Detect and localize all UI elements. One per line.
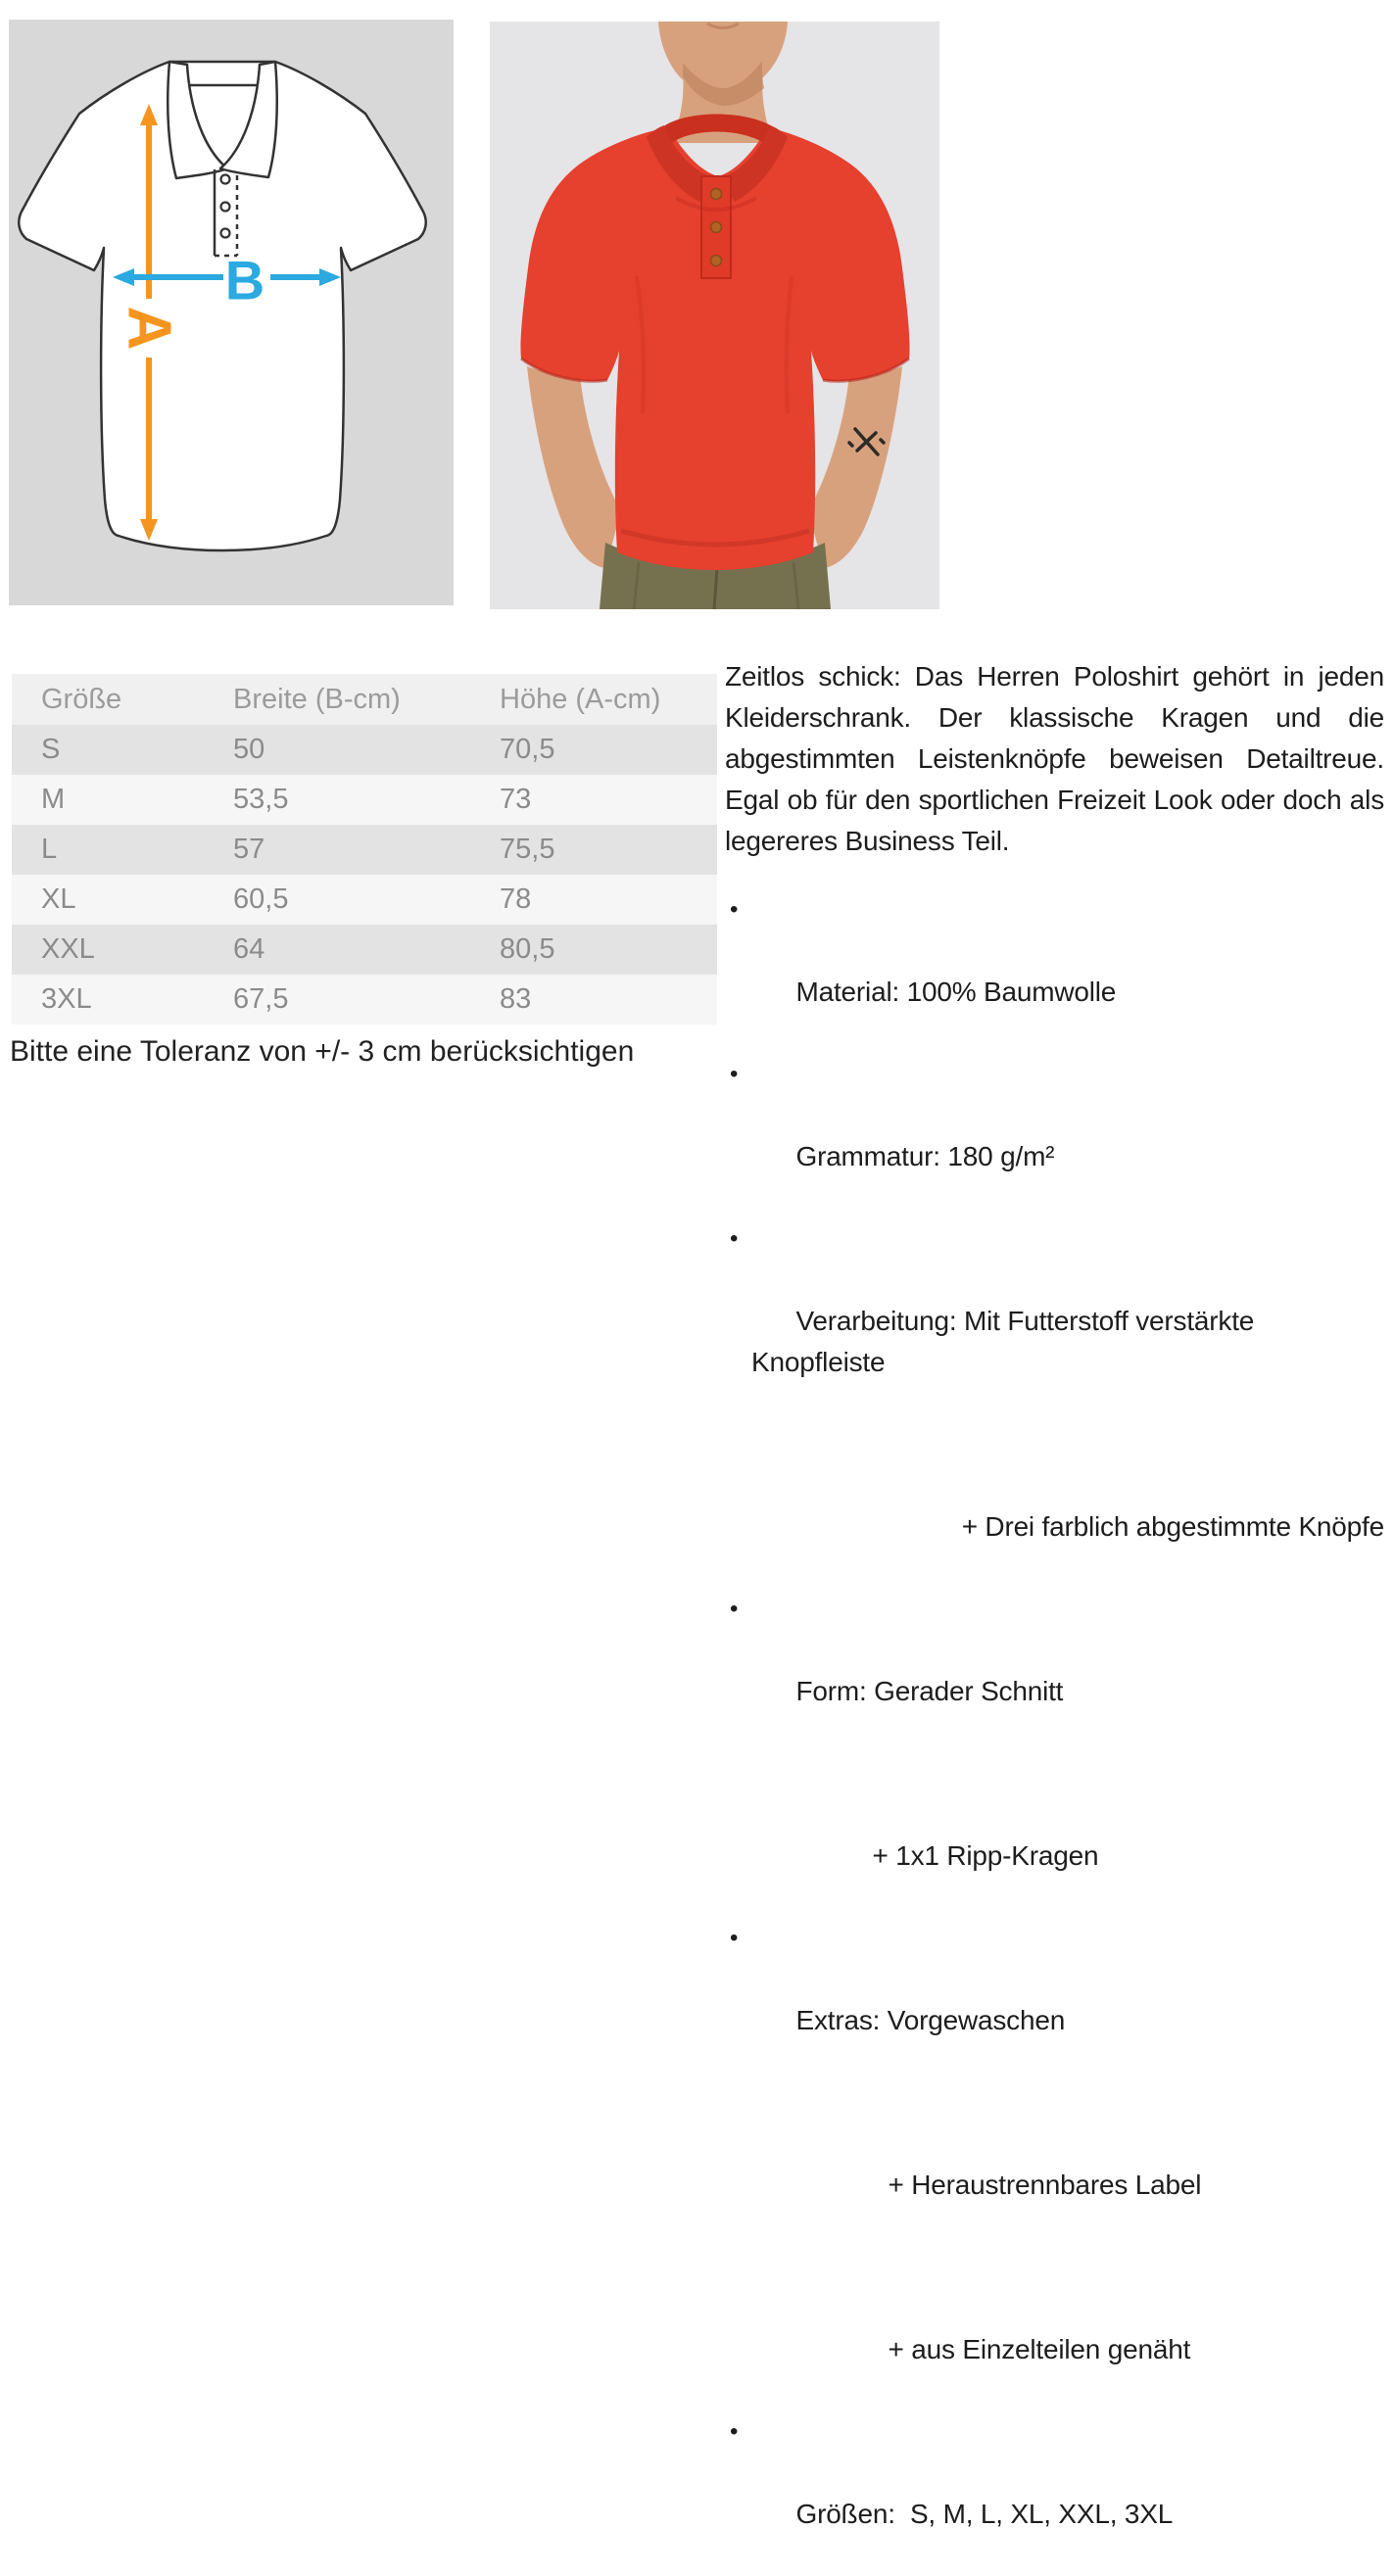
bullet-dot-icon: • (730, 1225, 739, 1252)
spec-list-item (725, 1424, 1384, 1589)
product-description (725, 656, 1384, 2576)
spec-list-item (725, 2411, 1384, 2576)
cell-hoehe: 78 (500, 883, 532, 915)
cell-groesse: XL (41, 883, 76, 915)
tolerance-note: Bitte eine Toleranz von +/- 3 cm berücksichtigen (10, 1035, 635, 1068)
col-header-hoehe: Höhe (A-cm) (500, 683, 661, 715)
size-diagram-panel (9, 20, 454, 605)
label-a: A (115, 306, 183, 351)
bullet-dot-icon: • (730, 1596, 739, 1622)
spec-list (725, 889, 1384, 2576)
cell-breite: 60,5 (233, 883, 289, 915)
size-table-header (12, 674, 717, 725)
size-table-row (12, 725, 717, 775)
size-table-row (12, 825, 717, 875)
spec-list-item (725, 1589, 1384, 1753)
spec-list-item (725, 2082, 1384, 2247)
cell-hoehe: 73 (500, 784, 532, 815)
size-table-row (12, 875, 717, 925)
cell-breite: 50 (233, 734, 265, 765)
spec-text: + aus Einzelteilen genäht (888, 2334, 1191, 2364)
cell-hoehe: 75,5 (500, 834, 555, 865)
spec-list-item (725, 1218, 1384, 1424)
cell-hoehe: 80,5 (500, 933, 555, 965)
spec-list-item (725, 889, 1384, 1054)
product-photo (490, 22, 939, 609)
cell-hoehe: 83 (500, 983, 532, 1015)
spec-text: + 1x1 Ripp-Kragen (872, 1840, 1099, 1871)
spec-list-item (725, 1054, 1384, 1218)
cell-breite: 67,5 (233, 983, 289, 1015)
spec-text: + Heraustrennbares Label (888, 2170, 1202, 2200)
bullet-dot-icon: • (730, 1061, 739, 1087)
cell-groesse: M (41, 784, 66, 815)
size-table-row (12, 775, 717, 825)
bullet-dot-icon: • (730, 2418, 739, 2445)
label-b: B (224, 249, 265, 311)
spec-text: Verarbeitung: Mit Futterstoff verstärkte Knopfleiste (751, 1306, 1262, 1377)
polo-measurement-diagram (9, 20, 454, 605)
col-header-breite: Breite (B-cm) (233, 683, 401, 715)
spec-text: Material: 100% Baumwolle (795, 977, 1117, 1007)
cell-groesse: L (41, 834, 58, 865)
spec-text: Form: Gerader Schnitt (795, 1676, 1064, 1706)
spec-text: Größen: S, M, L, XL, XXL, 3XL (795, 2499, 1174, 2529)
cell-groesse: 3XL (41, 983, 92, 1015)
bullet-dot-icon: • (730, 896, 739, 923)
spec-text: + Drei farblich abgestimmte Knöpfe (961, 1511, 1384, 1542)
cell-groesse: XXL (41, 933, 95, 965)
polo-outline (19, 62, 425, 550)
cell-groesse: S (41, 734, 61, 765)
spec-text: Grammatur: 180 g/m² (795, 1141, 1055, 1171)
bullet-dot-icon: • (730, 1925, 739, 1951)
col-header-groesse: Größe (41, 683, 122, 715)
cell-breite: 64 (233, 933, 265, 965)
spec-list-item (725, 1753, 1384, 1918)
cell-breite: 53,5 (233, 784, 289, 815)
size-table (12, 674, 717, 1025)
spec-list-item (725, 1918, 1384, 2082)
cell-hoehe: 70,5 (500, 734, 555, 765)
cell-breite: 57 (233, 834, 265, 865)
spec-list-item (725, 2247, 1384, 2411)
size-table-row (12, 975, 717, 1025)
description-intro: Zeitlos schick: Das Herren Poloshirt gehört in jeden Kleiderschrank. Der klassische Kragen und die abgestimmten Leistenknöpfe beweisen Detailtreue. Egal ob für den sportlichen Freizeit Look oder doch als legereres Business Teil. (725, 661, 1384, 856)
model-photo-illustration (490, 22, 939, 609)
spec-text: Extras: Vorgewaschen (795, 2005, 1066, 2035)
size-table-row (12, 925, 717, 975)
